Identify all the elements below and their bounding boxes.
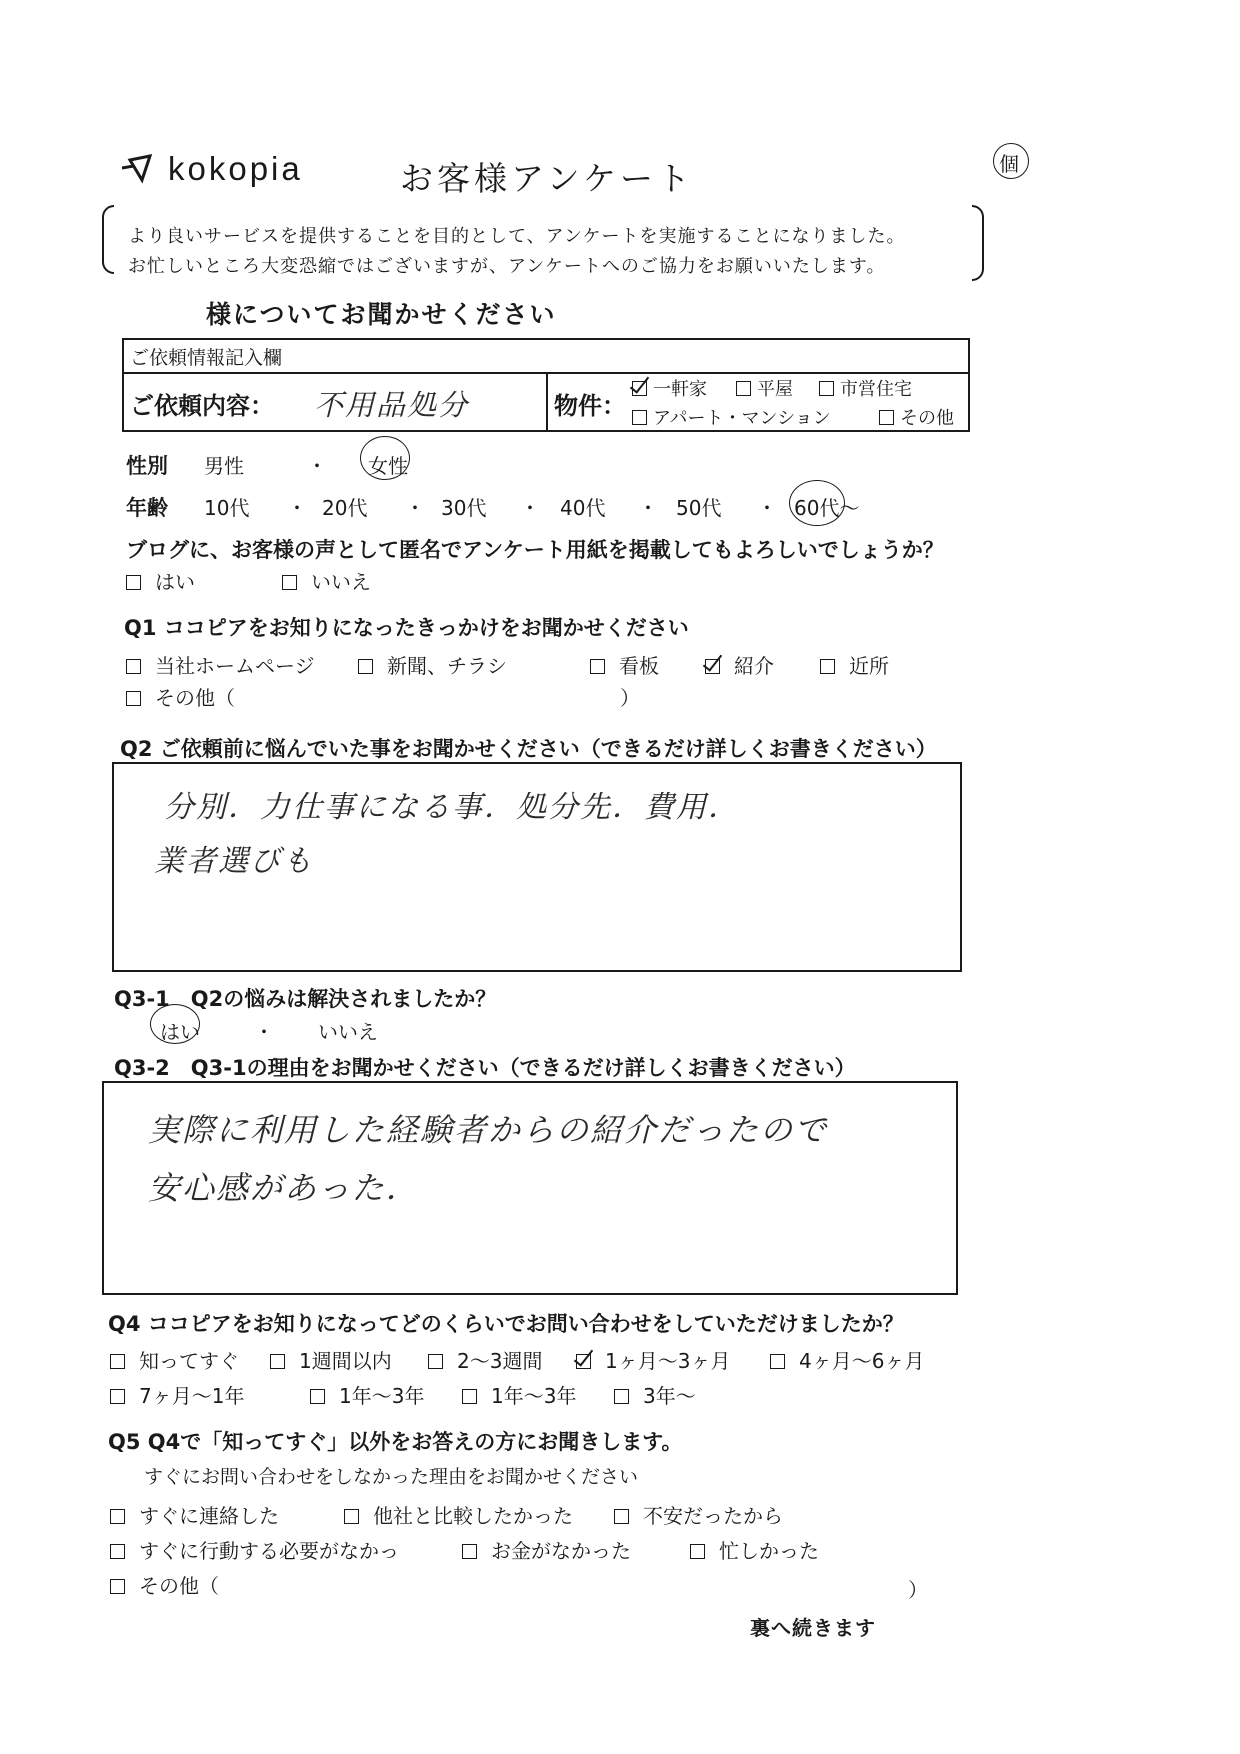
age-option-60s-plus[interactable]: 60代～	[794, 496, 860, 520]
age-separator-1: ・	[287, 496, 307, 520]
q4-option-1-3-years-b[interactable]	[462, 1380, 576, 1409]
property-house-label: 一軒家	[653, 379, 707, 400]
q5-contacted-checkbox[interactable]	[110, 1509, 125, 1524]
request-box-header: ご依頼情報記入欄	[130, 347, 283, 369]
gender-selected-circle	[360, 436, 410, 480]
request-content-label: ご依頼内容：	[130, 392, 274, 420]
property-option-bungalow[interactable]	[736, 375, 793, 401]
property-apartment-checkbox[interactable]	[632, 410, 647, 425]
q1-option-newspaper[interactable]	[358, 650, 507, 679]
request-content-value: 不用品処分	[314, 388, 470, 422]
q5-option-no-money[interactable]	[462, 1535, 631, 1564]
q4-option-1-3-years-a[interactable]	[310, 1380, 424, 1409]
q4-2-3-weeks-label: 2～3週間	[457, 1349, 543, 1373]
q1-option-other[interactable]	[126, 682, 235, 711]
property-bungalow-label: 平屋	[757, 379, 793, 400]
q5-no-need-label: すぐに行動する必要がなかっ	[139, 1539, 399, 1563]
property-other-checkbox[interactable]	[879, 410, 894, 425]
q4-option-1-3-months[interactable]	[576, 1345, 730, 1374]
q5-no-need-checkbox[interactable]	[110, 1544, 125, 1559]
property-option-apartment[interactable]	[632, 404, 831, 430]
q4-7-months-1-year-label: 7ヶ月～1年	[139, 1384, 245, 1408]
q5-other-close: ）	[908, 1578, 928, 1602]
q5-busy-checkbox[interactable]	[690, 1544, 705, 1559]
q3-1-separator: ・	[254, 1020, 274, 1044]
q1-question: Q1 ココピアをお知りになったきっかけをお聞かせください	[124, 616, 689, 640]
personal-mark: 個	[999, 152, 1019, 176]
age-label: 年齢	[126, 496, 168, 520]
q1-signboard-checkbox[interactable]	[590, 659, 605, 674]
q5-no-money-label: お金がなかった	[491, 1539, 631, 1563]
q3-1-selected-circle	[150, 1004, 200, 1044]
q4-immediately-label: 知ってすぐ	[139, 1349, 239, 1373]
q5-option-contacted[interactable]	[110, 1500, 279, 1529]
q5-option-busy[interactable]	[690, 1535, 819, 1564]
q1-signboard-label: 看板	[619, 654, 659, 678]
q4-3-years-plus-label: 3年～	[643, 1384, 696, 1408]
q4-3-years-plus-checkbox[interactable]	[614, 1389, 629, 1404]
age-selected-circle	[789, 480, 845, 526]
property-municipal-label: 市営住宅	[840, 379, 912, 400]
age-separator-3: ・	[520, 496, 540, 520]
q5-compare-checkbox[interactable]	[344, 1509, 359, 1524]
q3-1-option-yes[interactable]: はい	[160, 1020, 200, 1044]
q2-answer-line-2: 業者選びも	[154, 844, 314, 879]
age-separator-5: ・	[757, 496, 777, 520]
q4-immediately-checkbox[interactable]	[110, 1354, 125, 1369]
property-label: 物件：	[554, 392, 626, 420]
logo-mark-icon	[120, 154, 162, 184]
q1-newspaper-checkbox[interactable]	[358, 659, 373, 674]
intro-line-1: より良いサービスを提供することを目的として、アンケートを実施することになりました。	[128, 226, 906, 247]
blog-yes-label: はい	[155, 570, 195, 594]
q5-option-compare[interactable]	[344, 1500, 573, 1529]
property-option-other[interactable]	[879, 404, 954, 430]
q5-contacted-label: すぐに連絡した	[139, 1504, 279, 1528]
survey-title: お客様アンケート	[400, 159, 695, 198]
q1-neighborhood-checkbox[interactable]	[820, 659, 835, 674]
blog-question: ブログに、お客様の声として匿名でアンケート用紙を掲載してもよろしいでしょうか？	[126, 538, 944, 562]
age-option-50s[interactable]: 50代	[676, 496, 722, 520]
q5-subtext: すぐにお問い合わせをしなかった理由をお聞かせください	[144, 1466, 639, 1488]
age-separator-4: ・	[638, 496, 658, 520]
q1-option-homepage[interactable]	[126, 650, 315, 679]
q1-other-checkbox[interactable]	[126, 691, 141, 706]
age-option-40s[interactable]: 40代	[560, 496, 606, 520]
property-house-checkbox[interactable]	[632, 381, 647, 396]
q5-question: Q5 Q4で「知ってすぐ」以外をお答えの方にお聞きします。	[108, 1430, 683, 1454]
age-separator-2: ・	[405, 496, 425, 520]
gender-label: 性別	[126, 454, 168, 478]
q5-option-other[interactable]	[110, 1570, 219, 1599]
q1-newspaper-label: 新聞、チラシ	[387, 654, 507, 678]
q4-option-4-6-months[interactable]	[770, 1345, 924, 1374]
q1-neighborhood-label: 近所	[849, 654, 889, 678]
q3-1-question: Q3-1 Q2の悩みは解決されましたか？	[114, 987, 497, 1011]
q1-other-label: その他（	[155, 686, 235, 710]
q4-1-3-years-a-checkbox[interactable]	[310, 1389, 325, 1404]
q4-within-1-week-checkbox[interactable]	[270, 1354, 285, 1369]
q4-option-immediately[interactable]	[110, 1345, 239, 1374]
blog-option-no[interactable]	[282, 566, 371, 595]
q2-answer-line-1: 分別．力仕事になる事．処分先．費用．	[164, 790, 740, 825]
property-apartment-label: アパート・マンション	[653, 408, 831, 429]
q5-no-money-checkbox[interactable]	[462, 1544, 477, 1559]
q3-2-answer-box[interactable]	[102, 1081, 958, 1295]
q4-option-7-months-1-year[interactable]	[110, 1380, 244, 1409]
q4-option-2-3-weeks[interactable]	[428, 1345, 542, 1374]
q1-homepage-checkbox[interactable]	[126, 659, 141, 674]
q4-7-months-1-year-checkbox[interactable]	[110, 1389, 125, 1404]
property-option-municipal[interactable]	[819, 375, 912, 401]
q5-other-label: その他（	[139, 1574, 219, 1598]
q3-2-answer-line-1: 実際に利用した経験者からの紹介だったので	[148, 1111, 829, 1149]
intro-line-2: お忙しいところ大変恐縮ではございますが、アンケートへのご協力をお願いいたします。	[128, 256, 886, 277]
q1-option-referral[interactable]	[705, 650, 774, 679]
q4-4-6-months-label: 4ヶ月～6ヶ月	[799, 1349, 925, 1373]
property-option-house[interactable]	[632, 375, 707, 401]
age-option-10s[interactable]: 10代	[204, 496, 250, 520]
property-municipal-checkbox[interactable]	[819, 381, 834, 396]
q4-question: Q4 ココピアをお知りになってどのくらいでお問い合わせをしていただけましたか？	[108, 1312, 904, 1336]
q2-question: Q2 ご依頼前に悩んでいた事をお聞かせください（できるだけ詳しくお書きください）	[120, 737, 937, 761]
blog-no-checkbox[interactable]	[282, 575, 297, 590]
q3-2-question: Q3-2 Q3-1の理由をお聞かせください（できるだけ詳しくお書きください）	[114, 1056, 856, 1080]
q3-1-option-no[interactable]: いいえ	[318, 1020, 378, 1044]
q5-option-anxious[interactable]	[614, 1500, 783, 1529]
q1-homepage-label: 当社ホームページ	[155, 654, 315, 678]
q1-referral-checkbox[interactable]	[705, 659, 720, 674]
blog-option-yes[interactable]	[126, 566, 195, 595]
q1-option-signboard[interactable]	[590, 650, 659, 679]
q2-answer-box[interactable]	[112, 762, 962, 972]
q4-4-6-months-checkbox[interactable]	[770, 1354, 785, 1369]
property-other-label: その他	[900, 408, 954, 429]
customer-heading: 様についてお聞かせください	[206, 300, 557, 329]
logo-text: kokopia	[168, 150, 303, 187]
q4-2-3-weeks-checkbox[interactable]	[428, 1354, 443, 1369]
q1-other-close: ）	[620, 686, 640, 710]
q5-option-no-need[interactable]	[110, 1535, 399, 1564]
gender-separator: ・	[307, 454, 327, 478]
q5-other-checkbox[interactable]	[110, 1579, 125, 1594]
continue-note: 裏へ続きます	[750, 1616, 876, 1640]
blog-no-label: いいえ	[311, 570, 371, 594]
q4-1-3-months-checkbox[interactable]	[576, 1354, 591, 1369]
q5-busy-label: 忙しかった	[719, 1539, 819, 1563]
q1-option-neighborhood[interactable]	[820, 650, 889, 679]
intro-bracket-right	[972, 205, 984, 281]
age-option-30s[interactable]: 30代	[441, 496, 487, 520]
q4-within-1-week-label: 1週間以内	[299, 1349, 392, 1373]
q5-anxious-label: 不安だったから	[643, 1504, 783, 1528]
q5-anxious-checkbox[interactable]	[614, 1509, 629, 1524]
q4-1-3-months-label: 1ヶ月～3ヶ月	[605, 1349, 731, 1373]
q4-option-within-1-week[interactable]	[270, 1345, 392, 1374]
q4-option-3-years-plus[interactable]	[614, 1380, 696, 1409]
q4-1-3-years-a-label: 1年～3年	[339, 1384, 425, 1408]
q3-2-answer-line-2: 安心感があった．	[148, 1169, 420, 1207]
q4-1-3-years-b-checkbox[interactable]	[462, 1389, 477, 1404]
blog-yes-checkbox[interactable]	[126, 575, 141, 590]
property-bungalow-checkbox[interactable]	[736, 381, 751, 396]
intro-bracket-left	[102, 205, 114, 274]
age-option-20s[interactable]: 20代	[322, 496, 368, 520]
gender-option-male[interactable]: 男性	[204, 454, 244, 478]
request-info-box	[122, 338, 970, 432]
q5-compare-label: 他社と比較したかった	[373, 1504, 573, 1528]
q4-1-3-years-b-label: 1年～3年	[491, 1384, 577, 1408]
q1-referral-label: 紹介	[734, 654, 774, 678]
gender-option-female[interactable]: 女性	[368, 454, 408, 478]
